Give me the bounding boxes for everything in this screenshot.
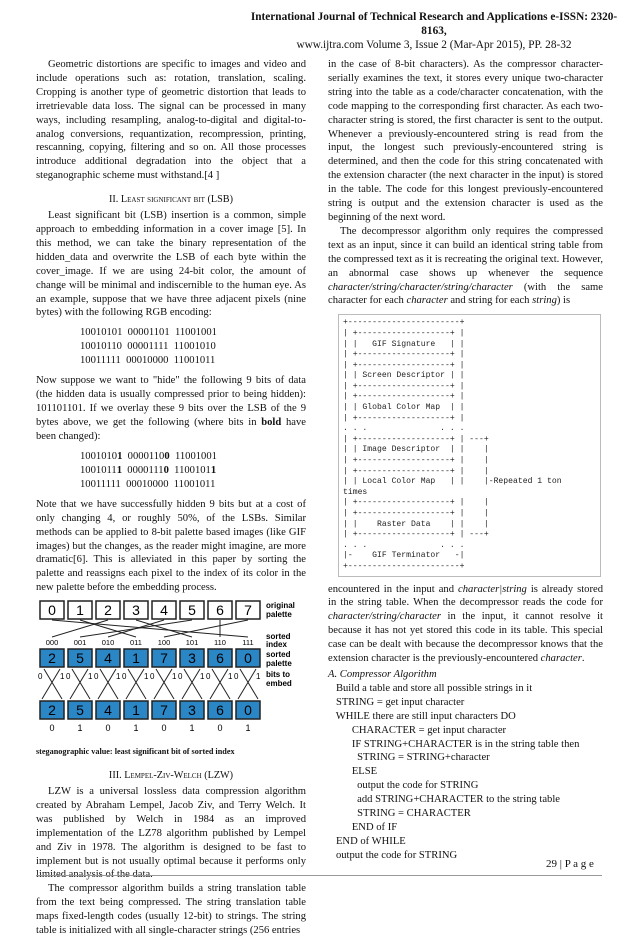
bit-label: 0 bbox=[38, 672, 43, 682]
byte: 0000111 bbox=[121, 464, 164, 476]
section-title: Least significant bit (LSB) bbox=[120, 194, 233, 206]
sorted-palette-label: 5 bbox=[76, 650, 84, 667]
footer-divider bbox=[36, 875, 602, 876]
italic-run: character bbox=[406, 295, 448, 307]
byte: 1001010 bbox=[80, 450, 118, 462]
paragraph: The compressor algorithm builds a string translation table from the text being compressed. The string translation table maps fixed-length codes (usually 12-bit) to strings. The string table is initialized with all single-character strings (256 entries bbox=[36, 883, 306, 937]
palette-diagram bbox=[36, 599, 306, 749]
rgb-row: 10010101 00001101 11001001 bbox=[80, 327, 217, 339]
section-number: II. bbox=[109, 194, 121, 206]
result-palette-label: 3 bbox=[188, 702, 196, 719]
italic-run: character|string bbox=[458, 583, 527, 595]
text-run: have been changed): bbox=[36, 417, 306, 442]
palette-cell-label: 0 bbox=[48, 602, 56, 619]
byte: 00010000 bbox=[120, 478, 169, 490]
text-run: ) is bbox=[556, 295, 571, 307]
bit-label: 0 bbox=[94, 672, 99, 682]
bit-label: 1 bbox=[228, 672, 233, 682]
algorithm-line: output the code for STRING bbox=[328, 780, 479, 792]
palette-cell-label: 4 bbox=[160, 602, 168, 619]
embed-line bbox=[154, 669, 172, 699]
embed-line bbox=[210, 669, 228, 699]
label-original: palette bbox=[266, 610, 292, 620]
paragraph bbox=[328, 583, 603, 666]
result-palette-label: 2 bbox=[48, 702, 56, 719]
gif-structure-diagram: +-----------------------+ | +-------------------+ | | | GIF Signature | | | +-------------------+ | | +-------------------+ | | | Screen Descriptor | | | +-------------------+ | | +-------------------+ | | | Global Color Map | | | +-------------------+ | . . . . . . | +-------------------+ | ---+ | | Image Descriptor | | | | +-------------------+ | | | +-------------------+ | | | | Local Color Map | | |-Repeated 1 ton times | +-------------------+ | | | +-------------------+ | | | | Raster Data | | | | +-------------------+ | ---+ . . . . . . |- GIF Terminator -| +-----------------------+ bbox=[338, 314, 601, 576]
paragraph bbox=[328, 225, 603, 308]
bit-label: 1 bbox=[200, 672, 205, 682]
text-run: Now suppose we want to "hide" the following 9 bits of data (the hidden data is usually compressed prior to being hidden): 101101101. If we overlay these 9 bits over the LSB of the 9 bytes above, we get the following (where bits in bbox=[36, 375, 306, 429]
volume-info: www.ijtra.com Volume 3, Issue 2 (Mar-Apr 2015), PP. 28-32 bbox=[296, 39, 572, 51]
subsection-title: A. Compressor Algorithm bbox=[328, 669, 437, 680]
text-run: and string for each bbox=[447, 295, 533, 307]
algorithm-line: IF STRING+CHARACTER is in the string table then bbox=[328, 738, 580, 750]
byte: 10011111 bbox=[80, 478, 121, 490]
stego-bit: 0 bbox=[49, 723, 55, 734]
label-sorted-index: sorted bbox=[266, 632, 291, 642]
result-palette-label: 6 bbox=[216, 702, 224, 719]
algorithm-line: STRING = get input character bbox=[328, 696, 465, 708]
text-run: in the input, it cannot resolve it because it has not yet stored this code in its table. This special case can be dealt with because the decompressor knows that the extension character is the previously-encountered bbox=[328, 611, 603, 665]
stego-bit: 0 bbox=[105, 723, 111, 734]
label-original: original bbox=[266, 601, 295, 611]
index-label: 001 bbox=[73, 638, 87, 648]
right-column bbox=[328, 58, 603, 863]
page-number: 29 | P a g e bbox=[546, 858, 594, 870]
stego-bit: 0 bbox=[161, 723, 167, 734]
changed-bit: 1 bbox=[116, 464, 122, 476]
sorted-palette-label: 6 bbox=[216, 650, 224, 667]
algorithm-line: STRING = CHARACTER bbox=[328, 808, 471, 820]
palette-cell-label: 5 bbox=[188, 602, 196, 619]
stego-bit: 1 bbox=[133, 723, 139, 734]
rgb-row bbox=[80, 478, 306, 492]
rgb-block-original bbox=[80, 326, 306, 368]
section-heading-lsb bbox=[36, 193, 306, 207]
italic-run: character/string/character bbox=[328, 611, 441, 623]
byte: 11001011 bbox=[168, 478, 216, 490]
left-column bbox=[36, 58, 306, 938]
sorted-palette-label: 7 bbox=[160, 650, 168, 667]
section-number: III. bbox=[108, 770, 125, 782]
text-run: (with the same character for each bbox=[328, 281, 603, 307]
algorithm-line: END of WHILE bbox=[328, 835, 406, 847]
stego-bit: 1 bbox=[189, 723, 195, 734]
index-label: 011 bbox=[130, 638, 142, 648]
bit-label: 0 bbox=[206, 672, 211, 682]
algorithm-line: CHARACTER = get input character bbox=[328, 724, 507, 736]
sorted-palette-label: 0 bbox=[244, 650, 252, 667]
journal-header bbox=[244, 10, 624, 52]
stego-bit: 1 bbox=[77, 723, 83, 734]
figure-caption: steganographic value: least significant bit of sorted index bbox=[36, 747, 235, 757]
palette-cell-label: 6 bbox=[216, 602, 224, 619]
rgb-block-modified bbox=[80, 450, 306, 492]
bit-label: 1 bbox=[144, 672, 149, 682]
bit-label: 1 bbox=[116, 672, 121, 682]
label-sorted-palette: palette bbox=[266, 659, 292, 669]
stego-bit: 1 bbox=[245, 723, 251, 734]
paragraph: Geometric distortions are specific to images and video and include operations such as: rotation, translation, scaling. Cropping is another type of geometric distortion that leads to irretrievable data loss. The signal can be processed in many ways, including resampling, analog-to-digital and digital-to-analog conversions, requantization, recompression, printing, rescanning, copying, filtering and so on. All those processes introduce additional degradation into the object that a steganographic scheme must withstand.[4 ] bbox=[36, 59, 306, 182]
embed-line bbox=[70, 669, 88, 699]
issn: e-ISSN: 2320-8163, bbox=[421, 11, 618, 37]
palette-cell-label: 1 bbox=[76, 602, 84, 619]
bit-label: 0 bbox=[150, 672, 155, 682]
label-bits: bits to bbox=[266, 670, 290, 680]
result-palette-label: 5 bbox=[76, 702, 84, 719]
stego-bit: 0 bbox=[217, 723, 223, 734]
embed-line bbox=[126, 669, 144, 699]
changed-bit: 0 bbox=[163, 464, 169, 476]
index-label: 110 bbox=[214, 638, 226, 648]
algorithm-line: ELSE bbox=[328, 766, 378, 778]
label-bits: embed bbox=[266, 679, 292, 689]
rgb-row: 10011111 00010000 11001011 bbox=[80, 355, 216, 367]
result-palette-label: 0 bbox=[244, 702, 252, 719]
algorithm-line: output the code for STRING bbox=[328, 849, 458, 861]
result-palette-label: 7 bbox=[160, 702, 168, 719]
bit-label: 1 bbox=[60, 672, 65, 682]
index-label: 000 bbox=[45, 638, 59, 648]
label-sorted-index: index bbox=[266, 640, 287, 650]
section-heading-lzw bbox=[36, 769, 306, 783]
sorted-palette-label: 3 bbox=[188, 650, 196, 667]
italic-run: character/string/character/string/character bbox=[328, 281, 513, 293]
algorithm-line: END of IF bbox=[328, 821, 398, 833]
text-run: is already stored in the string table. When the decompressor reads the code for bbox=[328, 583, 603, 609]
section-title: Lempel-Ziv-Welch (LZW) bbox=[124, 770, 234, 782]
bit-label: 1 bbox=[172, 672, 177, 682]
bit-label: 0 bbox=[122, 672, 127, 682]
byte: 11001001 bbox=[169, 450, 217, 462]
italic-run: string bbox=[532, 295, 557, 307]
bit-label: 0 bbox=[234, 672, 239, 682]
paragraph: in the case of 8-bit characters). As the compressor character-serially examines the text, it stores every unique two-character string into the table as a code/character concatenation, with the code mapping to the corresponding first character. As each two-character string is stored, the first character is sent to the output. Whenever a previously-encountered string is read from the input, the longest such previously-encountered string is determined, and then the code for this string concatenated with the extension character (the next character in the input) is stored in the table. The code for this longest previously-encountered string is output and the extension character is used as the beginning of the next word. bbox=[328, 59, 603, 223]
paragraph: Note that we have successfully hidden 9 bits but at a cost of only changing 4, or roughly 50%, of the LSBs. Similar methods can be applied to 8-bit palette based images (like GIF images) but the changes, as the reader might imagine, are more dramatic[6]. This is alleviated in this paper by sorting the palette and reassigns each pixel to the index of its color in the new palette before the embedding process. bbox=[36, 498, 306, 594]
embed-line bbox=[182, 669, 200, 699]
changed-bit: 1 bbox=[117, 450, 123, 462]
byte: 1001011 bbox=[80, 464, 117, 476]
rgb-row bbox=[80, 464, 306, 478]
bold-word: bold bbox=[261, 417, 282, 429]
text-run: . bbox=[581, 653, 585, 665]
algorithm-line: STRING = STRING+character bbox=[328, 752, 490, 764]
palette-cell-label: 7 bbox=[244, 602, 252, 619]
algorithm-listing bbox=[328, 682, 603, 863]
palette-cell-label: 3 bbox=[132, 602, 140, 619]
paragraph: LZW is a universal lossless data compression algorithm created by Abraham Lempel, Jacob Ziv, and Terry Welch. It was published by Welch in 1984 as an improved implementation of the LZ78 algorithm published by Lempel and Ziv in 1978. The algorithm is designed to be fast to implement but is not usually optimal because it performs only limited analysis of the data. bbox=[36, 786, 306, 881]
embed-line bbox=[42, 669, 60, 699]
index-label: 101 bbox=[185, 638, 199, 648]
index-label: 010 bbox=[101, 638, 115, 648]
embed-line bbox=[98, 669, 116, 699]
result-palette-label: 4 bbox=[104, 702, 112, 719]
bit-label: 0 bbox=[66, 672, 71, 682]
bit-label: 1 bbox=[88, 672, 93, 682]
index-label: 111 bbox=[242, 638, 254, 648]
rgb-row bbox=[80, 450, 306, 464]
result-palette-label: 1 bbox=[132, 702, 140, 719]
bit-label: 1 bbox=[256, 672, 261, 682]
text-run: The decompressor algorithm only requires the compressed text as an input, since it can build an identical string table from the compressed text as it is recreating the original text. However, an abnormal case shows up whenever the sequence bbox=[328, 225, 603, 279]
changed-bit: 1 bbox=[210, 464, 217, 476]
paragraph bbox=[36, 374, 306, 444]
embed-line bbox=[238, 669, 256, 699]
italic-run: character bbox=[540, 653, 582, 665]
label-sorted-palette: sorted bbox=[266, 650, 291, 660]
bit-label: 0 bbox=[178, 672, 183, 682]
palette-cell-label: 2 bbox=[104, 602, 112, 619]
palette-figure bbox=[36, 599, 306, 749]
sorted-palette-label: 1 bbox=[132, 650, 140, 667]
journal-name: International Journal of Technical Research and Applications bbox=[250, 11, 548, 23]
byte: 1100101 bbox=[168, 464, 211, 476]
byte: 0000110 bbox=[122, 450, 165, 462]
paragraph: Least significant bit (LSB) insertion is a common, simple approach to embedding information in a cover image [5]. In this method, we can take the binary representation of the hidden_data and overwrite the LSB of each byte within the cover_image. If we are using 24-bit color, the amount of change will be minimal and indiscernible to the human eye. As an example, suppose that we have three adjacent pixels (nine bytes) with the following RGB encoding: bbox=[36, 210, 306, 319]
mapping-line bbox=[80, 620, 136, 637]
algorithm-line: Build a table and store all possible strings in it bbox=[328, 682, 533, 694]
algorithm-line: WHILE there are still input characters DO bbox=[328, 710, 516, 722]
index-label: 100 bbox=[157, 638, 171, 648]
algorithm-line: add STRING+CHARACTER to the string table bbox=[328, 794, 560, 806]
sorted-palette-label: 4 bbox=[104, 650, 112, 667]
rgb-row: 10010110 00001111 11001010 bbox=[80, 341, 216, 353]
text-run: encountered in the input and bbox=[328, 583, 459, 595]
sorted-palette-label: 2 bbox=[48, 650, 56, 667]
changed-bit: 0 bbox=[164, 450, 170, 462]
